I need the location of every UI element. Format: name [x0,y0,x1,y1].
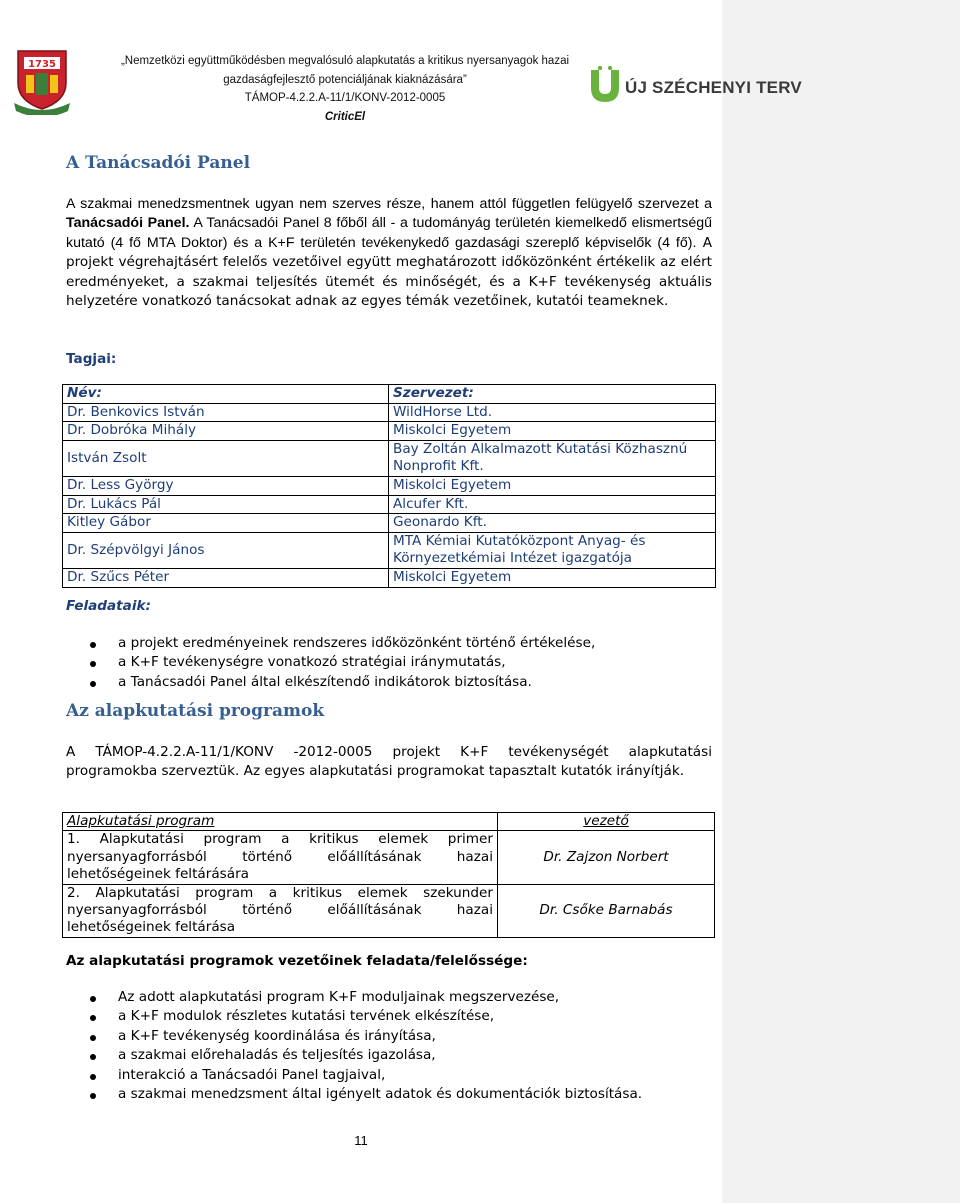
member-org: Alcufer Kft. [389,495,716,514]
panel-text-1: A szakmai menedzsmentnek ugyan nem szerves része, hanem attól független felügyelő szervezet a [66,196,712,212]
list-item [66,1085,712,1104]
table-row [63,884,715,937]
duty-text: interakció a Tanácsadói Panel tagjaival, [118,1066,386,1083]
university-crest-logo [12,45,72,115]
program-name: 2. Alapkutatási program a kritikus elemek szekunder nyersanyagforrásból történő előállításának hazai lehetőségeinek feltárása [63,884,498,937]
header-line-2: gazdaságfejlesztő potenciáljának kiaknázására” [223,73,467,86]
bullet-icon [90,1035,96,1041]
panel-paragraph [66,195,712,311]
task-text: a Tanácsadói Panel által elkészítendő indikátorok biztosítása. [118,673,532,690]
header-project-name: CriticEl [324,110,366,123]
program-leader: Dr. Zajzon Norbert [498,831,715,884]
table-row [63,440,716,476]
right-margin-panel [722,0,960,1203]
duties-list [66,988,712,1104]
list-item [66,1066,712,1085]
member-name: Dr. Szépvölgyi János [63,532,389,568]
member-org: Bay Zoltán Alkalmazott Kutatási Közhasznú Nonprofit Kft. [389,440,716,476]
list-item [66,1046,712,1065]
column-header-program: Alapkutatási program [63,813,498,831]
panel-text-2: A Tanácsadói Panel 8 főből áll - a tudományág területén kiemelkedő elismertségű kutató (4 fő MTA Doktor) és a K+F területén tevékenykedő gazdasági szereplő képviselők (4 fő). [66,215,712,251]
list-item [66,1007,712,1026]
table-row [63,476,716,495]
member-org: Miskolci Egyetem [389,422,716,441]
duty-text: a K+F modulok részletes kutatási tervének elkészítése, [118,1008,495,1025]
duty-text: a K+F tevékenység koordinálása és irányítása, [118,1027,436,1044]
member-name: Kitley Gábor [63,514,389,533]
members-table [62,384,716,588]
table-row [63,403,716,422]
bullet-icon [90,1074,96,1080]
table-header-row [63,813,715,831]
bullet-icon [90,642,96,648]
programs-intro: A TÁMOP-4.2.2.A-11/1/KONV -2012-0005 projekt K+F tevékenységét alapkutatási programokba szerveztük. Az egyes alapkutatási programokat tapasztalt kutatók irányítják. [66,744,712,780]
table-row [63,422,716,441]
list-item [66,988,712,1007]
member-name: Dr. Less György [63,476,389,495]
member-org: WildHorse Ltd. [389,403,716,422]
list-item [66,653,712,672]
page-number: 11 [354,1133,368,1148]
tasks-list [66,634,712,692]
list-item [66,673,712,692]
table-row [63,495,716,514]
table-header-row [63,385,716,404]
bullet-icon [90,1093,96,1099]
member-name: Dr. Lukács Pál [63,495,389,514]
members-label: Tagjai: [66,351,117,367]
column-header-org: Szervezet: [389,385,716,404]
column-header-leader: vezető [498,813,715,831]
header-line-1: „Nemzetközi együttműködésben megvalósuló alapkutatás a kritikus nyersanyagok hazai [120,55,570,67]
programs-table [62,812,715,938]
bullet-icon [90,1054,96,1060]
list-item [66,634,712,653]
bullet-icon [90,996,96,1002]
bullet-icon [90,1015,96,1021]
task-text: a K+F tevékenységre vonatkozó stratégiai iránymutatás, [118,654,506,671]
svg-text:1735: 1735 [28,59,56,70]
member-org: Miskolci Egyetem [389,568,716,587]
header-line-3: TÁMOP-4.2.2.A-11/1/KONV-2012-0005 [244,92,446,104]
table-row [63,532,716,568]
member-org: Geonardo Kft. [389,514,716,533]
table-row [63,831,715,884]
bullet-icon [90,661,96,667]
program-leader: Dr. Csőke Barnabás [498,884,715,937]
panel-text-3: A projekt végrehajtásért felelős vezetőivel együtt meghatározott időközönként értékelik az elért eredményeket, a szakmai teljesítés ütemét és minőségét, és a K+F tevékenység aktuális helyzetére vonatkozó tanácsokat adnak az egyes témák vezetőinek, kutatói teameknek. [66,234,712,310]
table-row [63,568,716,587]
member-name: Dr. Szűcs Péter [63,568,389,587]
duties-label: Az alapkutatási programok vezetőinek feladata/felelőssége: [66,953,528,969]
tasks-label: Feladataik: [66,598,151,614]
section-heading-panel: A Tanácsadói Panel [66,153,251,173]
bullet-icon [90,681,96,687]
section-heading-programs: Az alapkutatási programok [66,701,325,721]
document-header [110,52,580,126]
table-row [63,514,716,533]
list-item [66,1027,712,1046]
panel-text-bold: Tanácsadói Panel. [66,215,190,232]
logo-text: ÚJ SZÉCHENYI TERV [625,78,802,97]
column-header-name: Név: [63,385,389,404]
member-name: István Zsolt [63,440,389,476]
member-org: Miskolci Egyetem [389,476,716,495]
duty-text: a szakmai menedzsment által igényelt adatok és dokumentációk biztosítása. [118,1086,643,1103]
szechenyi-terv-logo [587,60,802,118]
program-name: 1. Alapkutatási program a kritikus elemek primer nyersanyagforrásból történő előállításának hazai lehetőségeinek feltárására [63,831,498,884]
duty-text: a szakmai előrehaladás és teljesítés igazolása, [118,1047,436,1064]
member-org: MTA Kémiai Kutatóközpont Anyag- és Környezetkémiai Intézet igazgatója [389,532,716,568]
member-name: Dr. Benkovics István [63,403,389,422]
duty-text: Az adott alapkutatási program K+F moduljainak megszervezése, [118,989,560,1005]
task-text: a projekt eredményeinek rendszeres időközönként történő értékelése, [118,635,596,651]
member-name: Dr. Dobróka Mihály [63,422,389,441]
